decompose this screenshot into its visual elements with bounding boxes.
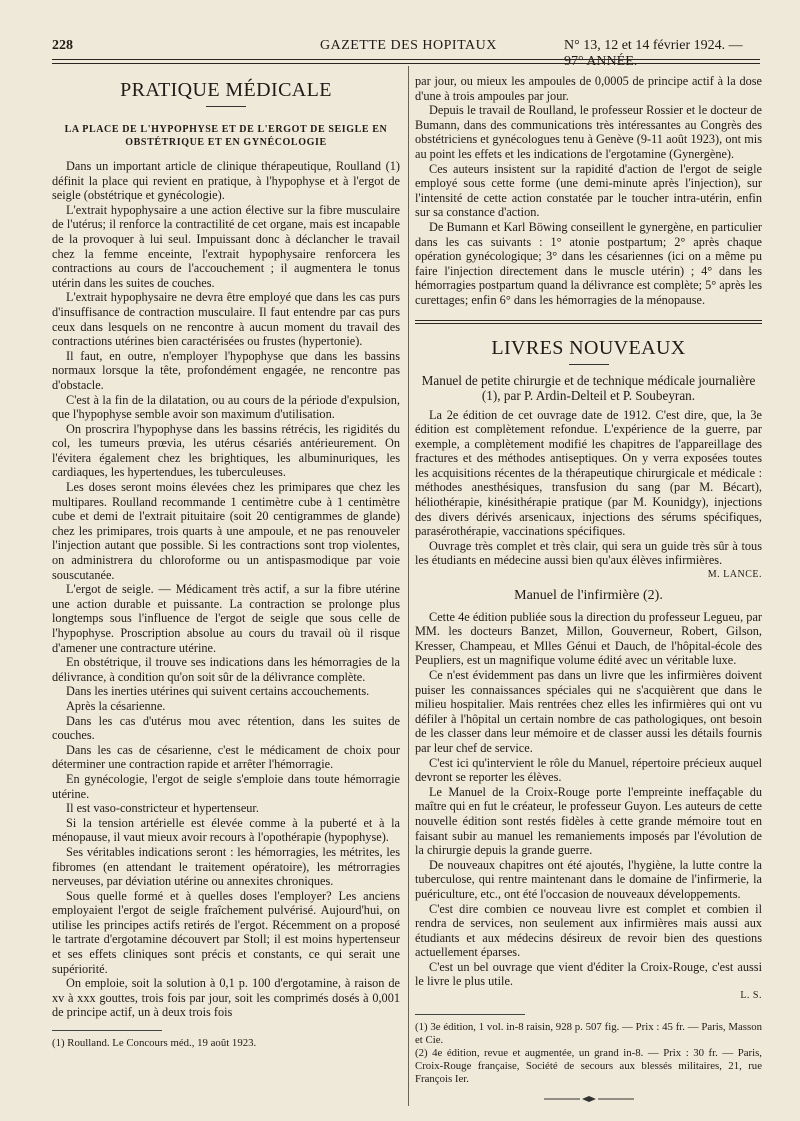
paragraph: Après la césarienne. — [66, 698, 166, 713]
section-separator — [206, 106, 246, 107]
page-header — [52, 30, 760, 69]
ornament-rule-icon — [544, 1095, 634, 1103]
paragraph: On proscrira l'hypophyse dans les bassins rétrécis, les rigidités du col, les tumeurs prœvia, les utérus césariés antérieurement. On l'évitera également chez les brightiques, les albuminuriques, les cardiaques, les hypertendues, les tuberculeuses. — [52, 421, 400, 480]
paragraph: De nouveaux chapitres ont été ajoutés, l'hygiène, la lutte contre la tuberculose, qui rentre maintenant dans le domaine de l'infirmerie, la puériculture, etc., ont été l'occasion de nouveaux développements. — [415, 857, 762, 901]
journal-title: GAZETTE DES HOPITAUX — [320, 38, 497, 53]
paragraph: Dans les cas d'utérus mou avec rétention, dans les suites de couches. — [52, 713, 400, 743]
end-ornament — [415, 1094, 762, 1109]
paragraph: On emploie, soit la solution à 0,1 p. 100 d'ergotamine, à raison de xv à xxx gouttes, trois fois par jour, soit les comprimés dosés à 0,001 de principe actif, un à deux trois fois — [52, 976, 400, 1020]
header-rule-top — [52, 59, 760, 60]
issue-info: N° 13, 12 et 14 février 1924. — 97° ANNÉE. — [564, 38, 743, 69]
article-title: LA PLACE DE L'HYPOPHYSE ET DE L'ERGOT DE SEIGLE EN OBSTÉTRIQUE ET EN GYNÉCOLOGIE — [64, 124, 388, 148]
paragraph: Ouvrage très complet et très clair, qui sera un guide très sûr à tous les étudiants en médecine aussi bien qu'aux élèves infirmières. — [415, 538, 762, 568]
paragraph: Dans un important article de clinique thérapeutique, Roulland (1) définit la place qui revient en pratique, à l'hypophyse et à l'ergot de seigle (obstétrique et gynécologie). — [52, 159, 400, 203]
review-signature: M. LANCE. — [707, 569, 762, 581]
footnote: (1) Roulland. Le Concours méd., 19 août 1923. — [52, 1037, 257, 1050]
paragraph: Les doses seront moins élevées chez les primipares que chez les multipares. Roulland recommande 1 centimètre cube à 1 centimètre cube et demi de l'extrait pituitaire (soit 20 centigrammes de glande) chez les primipares, trois quarts à une ampoule, et ne pas renouveler l'injection autant que possible. Si les contractions sont trop violentes, on administrera du chloroforme ou un antispasmodique par voie souscutanée. — [52, 480, 400, 582]
paragraph: C'est à la fin de la dilatation, ou au cours de la période d'expulsion, que l'hypophyse semble avoir son maximum d'utilisation. — [52, 392, 400, 422]
paragraph: En obstétrique, il trouve ses indications dans les hémorragies de la délivrance, à condition qu'on soit sûr de la délivrance complète. — [52, 655, 400, 684]
section-separator — [569, 364, 609, 365]
paragraph: Il faut, en outre, n'employer l'hypophyse que dans les bassins normaux lorsque la tête, profondément engagée, ne rencontre pas d'obstacle. — [52, 348, 400, 392]
paragraph: Ces auteurs insistent sur la rapidité d'action de l'ergot de seigle employé sous cette forme (une demi-minute après l'injection), sur l'intensité de cette action constatée par le toucher intra-utérin, enfin sur sa constance d'action. — [415, 161, 762, 220]
paragraph: C'est un bel ouvrage que vient d'éditer la Croix-Rouge, c'est aussi le livre le plus utile. — [415, 959, 762, 989]
review-signature: L. S. — [740, 990, 762, 1002]
paragraph: Cette 4e édition publiée sous la direction du professeur Legueu, par MM. les docteurs Banzet, Millon, Gouverneur, Robert, Gilson, Kresser, Champeau, et Mlles Génui et Dauch, de l'hôpital-école des Peupliers, est un magnifique volume édité avec un véritable luxe. — [415, 609, 762, 668]
paragraph: L'ergot de seigle. — Médicament très actif, a sur la fibre utérine une action durable et puissante. La contraction se prolonge plus longtemps sous l'influence de l'ergot de seigle que sous celle de l'hypophyse. Proscription absolue au cours du travail où il risque d'amener une contracture utérine. — [52, 582, 400, 655]
paragraph: L'extrait hypophysaire ne devra être employé que dans les cas purs d'insuffisance de contraction musculaire. Il faut entendre par cas purs ceux dans lesquels on ne rencontre à aucun moment du travail des contractions utérines bien caractérisées ou frustes (hypertonie). — [52, 290, 400, 349]
column-divider — [408, 66, 409, 1106]
footnote-rule — [52, 1030, 162, 1031]
paragraph: Dans les cas de césarienne, c'est le médicament de choix pour déterminer une contraction rapide et arrêter l'hémorragie. — [52, 742, 400, 772]
footnote: (2) 4e édition, revue et augmentée, un grand in-8. — Prix : 30 fr. — Paris, Croix-Rouge française, Société de secours aux blessés militaires, 21, rue François Ier. — [415, 1046, 762, 1085]
paragraph: Il est vaso-constricteur et hypertenseur. — [66, 801, 259, 816]
paragraph: Le Manuel de la Croix-Rouge porte l'empreinte ineffaçable du maître qui en fut le créateur, le professeur Guyon. Les auteurs de cette nouvelle édition sont restés fidèles à cette grande mémoire tout en faisant subir au manuel les remaniements imposés par l'évolution de la chirurgie depuis la grande guerre. — [415, 784, 762, 858]
paragraph: La 2e édition de cet ouvrage date de 1912. C'est dire, que, la 3e édition est complètement refondue. L'expérience de la guerre, par exemple, a complètement modifié les chapitres de l'appareillage des fractures et des méthodes antiseptiques. On y verra exposées toutes les acquisitions récentes de la thérapeutique chirurgicale et médicale : méthodes anesthésiques, transfusion du sang (par M. Bécart), héliothérapie, kinésithérapie pratique (par M. Kounidgy), injections des divers dérivés arsenicaux, injections des sérums spécifiques, parasérothérapie, vaccinations spécifiques. — [415, 407, 762, 539]
paragraph: Sous quelle formé et à quelles doses l'employer? Les anciens employaient l'ergot de seigle fraîchement pulvérisé. Aujourd'hui, on utilise les principes actifs retirés de l'ergot. Récemment on a proposé le tartrate d'ergotamine découvert par Stoll; il est moins hypertenseur et ses effets cliniques sont précis et constants, ce qui serait une supériorité. — [52, 888, 400, 976]
header-rule-bottom — [52, 63, 760, 64]
page-number: 228 — [52, 38, 73, 53]
paragraph: Dans les inerties utérines qui suivent certains accouchements. — [66, 684, 370, 699]
paragraph: Depuis le travail de Roulland, le professeur Rossier et le docteur de Bumann, dans des communications très intéressantes au Congrès des obstétriciens et gynécologues tenu à Genève (9-11 août 1923), ont mis au point les effets et les indications de l'ergotamine (Gynergène). — [415, 103, 762, 161]
footnote: (1) 3e édition, 1 vol. in-8 raisin, 928 p. 507 fig. — Prix : 45 fr. — Paris, Masson et Cie. — [415, 1020, 762, 1046]
paragraph: Ce n'est évidemment pas dans un livre que les infirmières doivent puiser les connaissances spéciales qui ne s'acquièrent que dans le milieu hospitalier. Mais rentrées chez elles les infirmières qui ont vu défiler à l'hôpital un certain nombre de cas pathologiques, ont besoin de les classer dans leur mémoire et de classer aussi les détails fournis par leur chef de service. — [415, 668, 762, 755]
right-column — [415, 74, 762, 1108]
section-title-livres: LIVRES NOUVEAUX — [491, 336, 686, 359]
paragraph: Ses véritables indications seront : les hémorragies, les métrites, les fibromes (en attendant le traitement opératoire), les métrorragies nerveuses, par déviation utérine ou annexites chroniques. — [52, 844, 400, 889]
section-title-pratique: PRATIQUE MÉDICALE — [120, 79, 332, 101]
paragraph: Si la tension artérielle est élevée comme à la puberté et à la ménopause, il vaut mieux avoir recours à l'opothérapie (hypophyse). — [52, 815, 400, 845]
book-title-manuel-infirmiere: Manuel de l'infirmière (2). — [514, 587, 663, 603]
left-column — [52, 72, 400, 1050]
paragraph: C'est ici qu'intervient le rôle du Manuel, répertoire précieux auquel devront se reporter les élèves. — [415, 755, 762, 785]
section-divider — [415, 320, 762, 324]
paragraph: De Bumann et Karl Böwing conseillent le gynergène, en particulier dans les cas suivants : 1° atonie postpartum; 2° après chaque opération gynécologique; 3° dans les césariennes (ici on a même pu faire l'injection directement dans le muscle utérin) ; 4° dans les hémorragies postpartum quand la délivrance est complète; 5° après les curettages; enfin 6° dans les hémorragies de la ménopause. — [415, 219, 762, 307]
book-title-manuel-petite-chirurgie: Manuel de petite chirurgie et de technique médicale journalière (1), par P. Ardin-Delteil et P. Soubeyran. — [421, 372, 756, 403]
paragraph: C'est dire combien ce nouveau livre est complet et combien il rendra de services, non seulement aux infirmières mais aussi aux étudiants et aux médecins désireux de revoir bien des questions actuellement éparses. — [415, 901, 762, 960]
footnote-rule — [415, 1014, 525, 1015]
paragraph: L'extrait hypophysaire a une action élective sur la fibre musculaire de l'utérus; il renforce la contractilité de cet organe, mais est incapable de la provoquer à lui seul. Impuissant donc à déclancher le travail chez la femme enceinte, l'extrait hypophysaire renforcera les contractions au cours de l'accouchement ; il augmentera le tonus utérin dans les suites de couches. — [52, 202, 400, 290]
paragraph: En gynécologie, l'ergot de seigle s'emploie dans toute hémorragie utérine. — [52, 771, 400, 801]
paragraph: par jour, ou mieux les ampoules de 0,0005 de principe actif à la dose d'une à trois ampoules par jour. — [415, 74, 762, 103]
